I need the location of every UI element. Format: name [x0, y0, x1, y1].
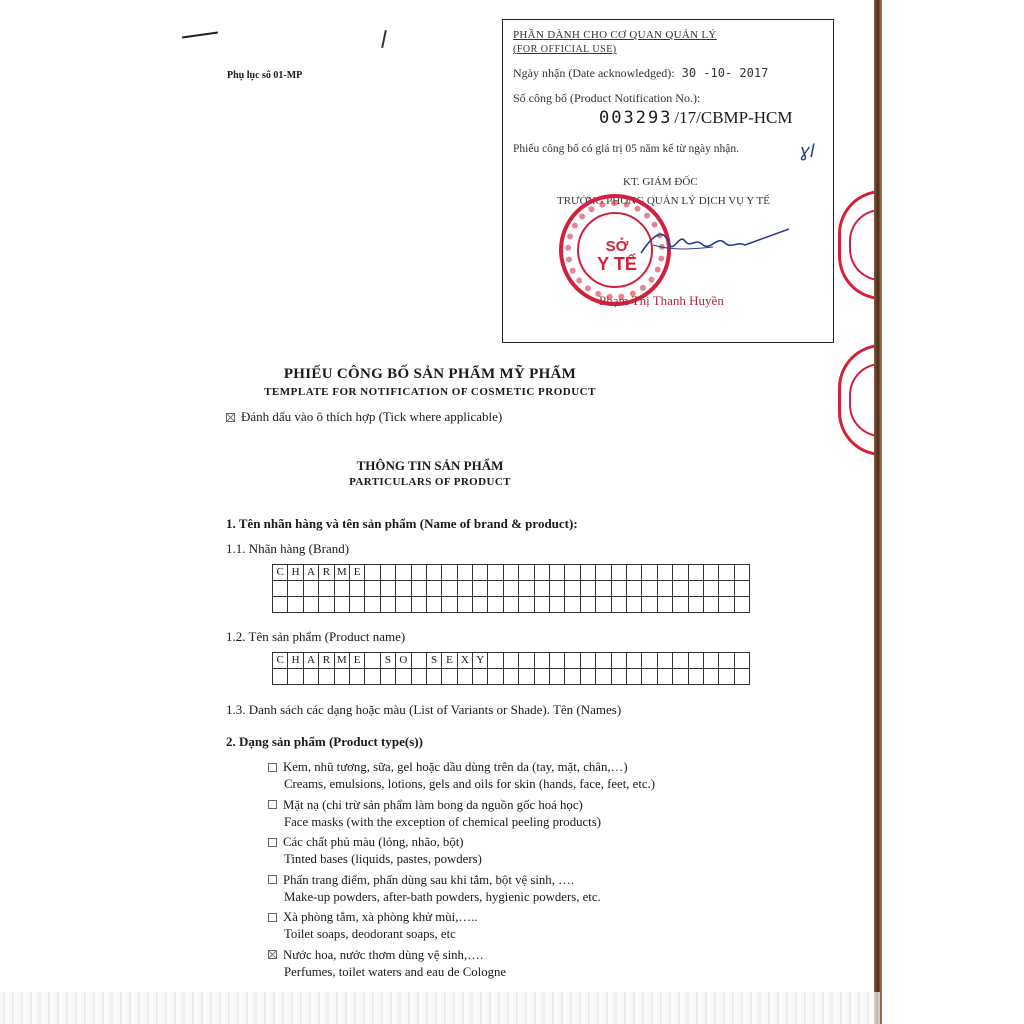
grid-cell	[303, 597, 318, 613]
product-type-vi: Phấn trang điểm, phấn dùng sau khi tắm, bột vệ sinh, ….	[283, 872, 575, 887]
grid-cell	[719, 565, 734, 581]
grid-cell	[426, 669, 441, 685]
grid-cell	[626, 597, 641, 613]
product-type-item	[268, 910, 478, 925]
date-label: Ngày nhận (Date acknowledged):	[513, 66, 675, 80]
grid-cell	[488, 597, 503, 613]
grid-cell	[580, 597, 595, 613]
grid-cell	[519, 581, 534, 597]
grid-cell	[719, 653, 734, 669]
product-type-item	[268, 760, 628, 775]
official-header-en: (FOR OFFICIAL USE)	[513, 44, 617, 55]
grid-cell	[396, 581, 411, 597]
grid-cell	[703, 669, 718, 685]
grid-cell: R	[319, 653, 334, 669]
product-name-grid	[272, 652, 750, 685]
form-title-vi: PHIẾU CÔNG BỐ SẢN PHẨM MỸ PHẨM	[283, 366, 577, 382]
grid-cell	[319, 597, 334, 613]
grid-cell	[534, 597, 549, 613]
brand-grid-row	[273, 597, 750, 613]
grid-cell	[642, 597, 657, 613]
official-header-vi: PHẦN DÀNH CHO CƠ QUAN QUẢN LÝ	[513, 29, 717, 41]
grid-cell	[703, 581, 718, 597]
grid-cell	[734, 669, 749, 685]
grid-cell	[688, 581, 703, 597]
brand-grid	[272, 564, 750, 613]
grid-cell	[688, 597, 703, 613]
grid-cell	[565, 653, 580, 669]
grid-cell	[473, 597, 488, 613]
grid-cell	[688, 565, 703, 581]
page-edge	[874, 0, 882, 1024]
product-type-vi: Nước hoa, nước thơm dùng vệ sinh,….	[283, 947, 484, 962]
grid-cell	[703, 565, 718, 581]
product-type-item	[268, 873, 574, 888]
grid-cell	[734, 597, 749, 613]
tick-instruction-text: Đánh dấu vào ô thích hợp (Tick where applicable)	[241, 409, 503, 424]
pen-tick	[381, 30, 387, 48]
section-1-2-heading: 1.2. Tên sản phẩm (Product name)	[226, 629, 406, 644]
grid-cell	[550, 653, 565, 669]
grid-cell	[626, 565, 641, 581]
grid-cell	[503, 565, 518, 581]
grid-cell	[288, 669, 303, 685]
grid-cell	[488, 669, 503, 685]
grid-cell	[688, 669, 703, 685]
grid-cell	[365, 581, 380, 597]
date-acknowledged	[513, 66, 768, 81]
product-type-vi: Kem, nhũ tương, sữa, gel hoặc dầu dùng trên da (tay, mặt, chân,…)	[283, 760, 628, 774]
grid-cell	[673, 565, 688, 581]
tick-instruction	[226, 409, 502, 425]
grid-cell	[488, 581, 503, 597]
grid-cell	[642, 565, 657, 581]
checked-box-icon	[268, 950, 277, 959]
grid-cell	[273, 581, 288, 597]
grid-cell: H	[288, 653, 303, 669]
grid-cell	[519, 653, 534, 669]
grid-cell: E	[442, 653, 457, 669]
grid-cell: E	[349, 565, 364, 581]
grid-cell	[688, 653, 703, 669]
grid-cell: C	[273, 653, 288, 669]
product-type-item	[268, 798, 583, 813]
grid-cell	[703, 597, 718, 613]
grid-cell	[626, 669, 641, 685]
grid-cell	[365, 669, 380, 685]
grid-cell	[503, 581, 518, 597]
grid-cell	[380, 565, 395, 581]
grid-cell	[380, 581, 395, 597]
grid-cell	[457, 669, 472, 685]
notification-suffix: /17/CBMP-HCM	[674, 108, 793, 127]
grid-cell	[442, 581, 457, 597]
grid-cell	[426, 565, 441, 581]
grid-cell	[457, 565, 472, 581]
brand-grid-row	[273, 565, 750, 581]
grid-cell	[565, 669, 580, 685]
grid-cell	[534, 669, 549, 685]
checkbox-icon	[268, 763, 277, 772]
product-type-en: Tinted bases (liquids, pastes, powders)	[284, 852, 482, 866]
product-grid-row	[273, 669, 750, 685]
grid-cell	[734, 653, 749, 669]
grid-cell	[349, 597, 364, 613]
checkbox-icon	[268, 875, 277, 884]
grid-cell	[611, 669, 626, 685]
grid-cell: H	[288, 565, 303, 581]
signature	[633, 215, 793, 265]
grid-cell	[488, 565, 503, 581]
grid-cell: O	[396, 653, 411, 669]
grid-cell	[411, 669, 426, 685]
grid-cell	[288, 581, 303, 597]
checkbox-icon	[268, 838, 277, 847]
grid-cell	[534, 653, 549, 669]
grid-cell: C	[273, 565, 288, 581]
validity-note: Phiếu công bố có giá trị 05 năm kể từ ngày nhận.	[513, 143, 739, 155]
section-1-1-heading: 1.1. Nhãn hàng (Brand)	[226, 541, 350, 556]
grid-cell	[550, 597, 565, 613]
section-2-heading: 2. Dạng sản phẩm (Product type(s))	[226, 734, 423, 749]
grid-cell	[380, 669, 395, 685]
grid-cell	[580, 565, 595, 581]
grid-cell	[473, 581, 488, 597]
grid-cell: Y	[473, 653, 488, 669]
grid-cell	[473, 669, 488, 685]
grid-cell	[657, 597, 672, 613]
signer-name: Phạm Thị Thanh Huyền	[599, 293, 724, 308]
grid-cell	[303, 669, 318, 685]
grid-cell	[273, 597, 288, 613]
grid-cell	[580, 581, 595, 597]
grid-cell	[596, 669, 611, 685]
grid-cell	[519, 565, 534, 581]
checkbox-icon	[226, 413, 235, 422]
grid-cell	[426, 581, 441, 597]
grid-cell	[565, 597, 580, 613]
grid-cell	[503, 597, 518, 613]
grid-cell	[349, 581, 364, 597]
grid-cell	[503, 669, 518, 685]
grid-cell	[657, 653, 672, 669]
grid-cell	[380, 597, 395, 613]
grid-cell	[611, 653, 626, 669]
grid-cell	[396, 565, 411, 581]
grid-cell	[473, 565, 488, 581]
grid-cell	[596, 581, 611, 597]
product-type-vi: Mặt nạ (chỉ trừ sản phẩm làm bong da nguồn gốc hoá học)	[283, 797, 583, 812]
particulars-title-vi: THÔNG TIN SẢN PHẨM	[356, 458, 504, 473]
grid-cell	[319, 581, 334, 597]
grid-cell: A	[303, 653, 318, 669]
grid-cell	[396, 597, 411, 613]
grid-cell	[550, 581, 565, 597]
grid-cell: S	[426, 653, 441, 669]
product-grid-row	[273, 653, 750, 669]
grid-cell	[734, 565, 749, 581]
grid-cell	[703, 653, 718, 669]
seal-text-2: Y TẾ	[597, 254, 637, 274]
product-type-en: Perfumes, toilet waters and eau de Cologne	[284, 964, 507, 979]
grid-cell	[642, 581, 657, 597]
grid-cell: X	[457, 653, 472, 669]
grid-cell	[642, 669, 657, 685]
grid-cell	[488, 653, 503, 669]
product-type-vi: Các chất phủ màu (lỏng, nhão, bột)	[283, 835, 464, 849]
section-1-3-heading: 1.3. Danh sách các dạng hoặc màu (List of Variants or Shade). Tên (Names)	[226, 702, 622, 717]
grid-cell	[534, 565, 549, 581]
notification-number-label: Số công bố (Product Notification No.):	[513, 91, 701, 105]
grid-cell	[673, 581, 688, 597]
grid-cell: R	[319, 565, 334, 581]
initials-mark: ɣl	[799, 141, 815, 162]
grid-cell	[457, 581, 472, 597]
scan-noise	[0, 992, 880, 1024]
grid-cell	[273, 669, 288, 685]
grid-cell	[503, 653, 518, 669]
grid-cell: M	[334, 565, 349, 581]
grid-cell	[365, 565, 380, 581]
appendix-label: Phụ lục số 01-MP	[227, 70, 303, 81]
grid-cell	[611, 565, 626, 581]
particulars-title-en: PARTICULARS OF PRODUCT	[349, 476, 511, 488]
grid-cell	[534, 581, 549, 597]
grid-cell	[673, 669, 688, 685]
grid-cell	[349, 669, 364, 685]
grid-cell	[596, 653, 611, 669]
grid-cell	[626, 653, 641, 669]
grid-cell	[565, 565, 580, 581]
signer-title-2: TRƯỞNG PHÒNG QUẢN LÝ DỊCH VỤ Y TẾ	[557, 195, 770, 207]
official-use-box	[502, 19, 834, 343]
checkbox-icon	[268, 913, 277, 922]
grid-cell	[334, 597, 349, 613]
signer-title-1: KT. GIÁM ĐỐC	[623, 176, 698, 188]
grid-cell	[365, 653, 380, 669]
grid-cell	[719, 581, 734, 597]
notification-number	[599, 108, 793, 128]
grid-cell	[596, 597, 611, 613]
grid-cell	[457, 597, 472, 613]
grid-cell	[611, 581, 626, 597]
grid-cell	[519, 669, 534, 685]
pen-stroke	[182, 32, 218, 39]
grid-cell	[442, 669, 457, 685]
section-1-heading: 1. Tên nhãn hàng và tên sản phẩm (Name of brand & product):	[226, 516, 578, 531]
seal-text-1: SỞ	[605, 238, 629, 255]
grid-cell	[365, 597, 380, 613]
grid-cell	[442, 597, 457, 613]
grid-cell	[657, 565, 672, 581]
grid-cell: M	[334, 653, 349, 669]
grid-cell	[596, 565, 611, 581]
grid-cell	[334, 669, 349, 685]
grid-cell	[642, 653, 657, 669]
grid-cell	[411, 597, 426, 613]
grid-cell	[657, 581, 672, 597]
grid-cell	[411, 581, 426, 597]
grid-cell	[303, 581, 318, 597]
grid-cell	[626, 581, 641, 597]
grid-cell	[550, 669, 565, 685]
product-type-en: Make-up powders, after-bath powders, hygienic powders, etc.	[284, 889, 601, 904]
grid-cell	[673, 653, 688, 669]
brand-grid-row	[273, 581, 750, 597]
grid-cell	[334, 581, 349, 597]
grid-cell	[657, 669, 672, 685]
grid-cell	[673, 597, 688, 613]
grid-cell	[734, 581, 749, 597]
grid-cell	[411, 565, 426, 581]
form-title-en: TEMPLATE FOR NOTIFICATION OF COSMETIC PRODUCT	[264, 386, 596, 398]
grid-cell	[288, 597, 303, 613]
grid-cell	[396, 669, 411, 685]
date-value: 30 -10- 2017	[681, 66, 769, 80]
grid-cell	[411, 653, 426, 669]
grid-cell	[611, 597, 626, 613]
grid-cell	[580, 669, 595, 685]
page-background	[882, 0, 1024, 1024]
grid-cell	[426, 597, 441, 613]
product-type-item	[268, 948, 483, 963]
product-type-vi: Xà phòng tắm, xà phòng khử mùi,…..	[283, 910, 478, 924]
notification-digits: 003293	[599, 108, 673, 128]
grid-cell: E	[349, 653, 364, 669]
grid-cell	[719, 597, 734, 613]
grid-cell	[565, 581, 580, 597]
grid-cell: A	[303, 565, 318, 581]
grid-cell	[580, 653, 595, 669]
product-type-en: Creams, emulsions, lotions, gels and oils for skin (hands, face, feet, etc.)	[284, 777, 656, 791]
grid-cell	[719, 669, 734, 685]
product-type-en: Face masks (with the exception of chemical peeling products)	[284, 814, 601, 829]
product-type-item	[268, 835, 464, 850]
grid-cell	[550, 565, 565, 581]
grid-cell	[519, 597, 534, 613]
checkbox-icon	[268, 800, 277, 809]
grid-cell	[319, 669, 334, 685]
grid-cell: S	[380, 653, 395, 669]
grid-cell	[442, 565, 457, 581]
product-type-en: Toilet soaps, deodorant soaps, etc	[284, 927, 456, 941]
